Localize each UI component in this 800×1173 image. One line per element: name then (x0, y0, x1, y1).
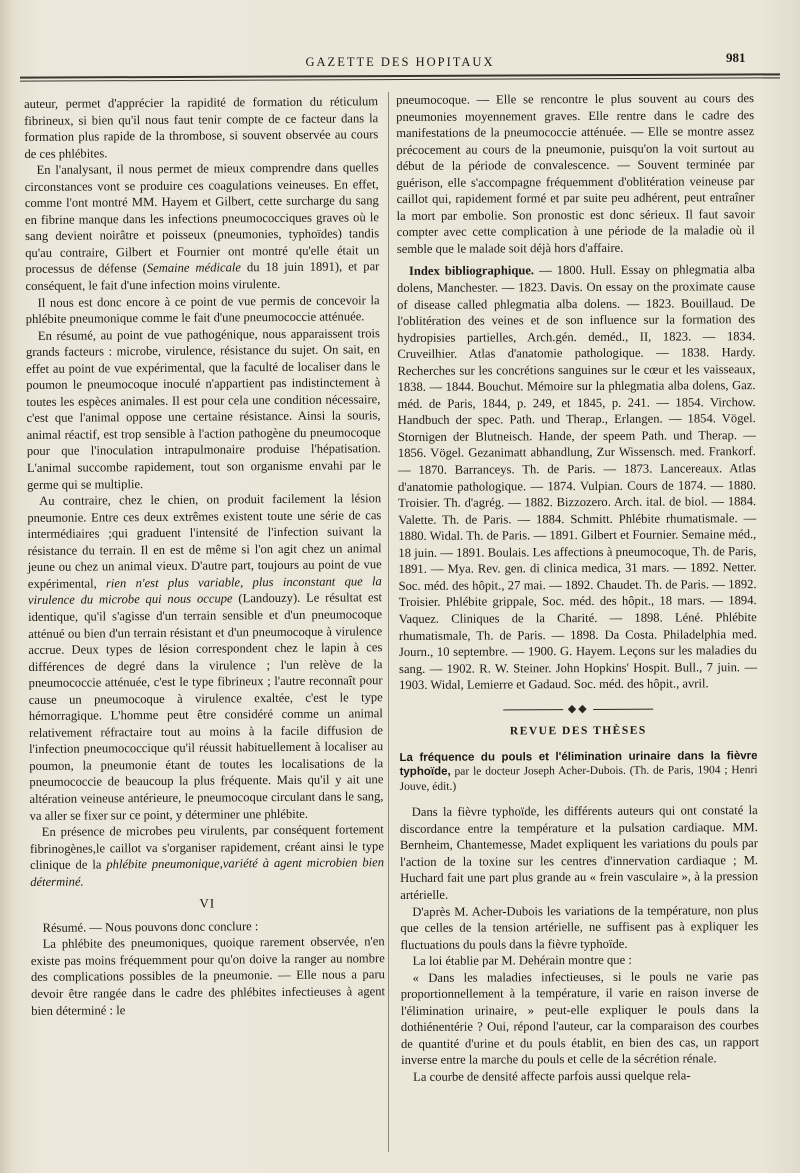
paragraph: « Dans les maladies infectieuses, si le pouls ne varie pas proportionnellement à la température, il varie en raison inverse de l'élimination urinaire, » peut-elle expliquer le pouls dans la dothiénentérie ? Oui, répond l'auteur, car la comparaison des courbes de quantité d'urine et du pouls établit, en bien des cas, un rapport inverse entre la marche du pouls et celle de la sécrétion rénale. (400, 968, 760, 1068)
paragraph: En résumé, au point de vue pathogénique, nous apparaissent trois grands facteurs : microbe, virulence, résistance du sujet. On sait, en effet au point de vue expérimental, que la faculté de localiser dans le poumon le pneumocoque inoculé n'appartient pas indistinctement à toutes les espèces animales. Il est pour cela une condition nécessaire, c'est que l'animal oppose une certaine résistance. Ainsi la souris, animal réactif, est trop sensible à l'action pathogène du pneumocoque pour que l'inoculation intrapulmonaire produise l'hépatisation. L'animal succombe rapidement, tout son organisme envahi par le germe qui se multiplie. (25, 325, 381, 492)
ornament-divider: ◆◆ (399, 700, 757, 718)
column-divider (388, 92, 389, 1152)
paragraph: Résumé. — Nous pouvons donc conclure : (42, 918, 259, 935)
paragraph: La phlébite des pneumoniques, quoique rarement observée, n'en existe pas moins fréquemment pour qu'on doive la ranger au nombre des complications possibles de la pneumonie. — Elle nous a paru devoir être rangée dans le cadre des phlébites infectieuses à agent bien déterminé : le (30, 934, 386, 1018)
paragraph: pneumocoque. — Elle se rencontre le plus souvent au cours des pneumonies moyennement graves. Elle rentre dans le cadre des manifestations de la pneumococcie atténuée. — Elle se montre assez précocement au cours de la pneumonie, puisqu'on la voit surtout au début de la période de convalescence. — Souvent terminée par guérison, elle s'accompagne fréquemment d'oblitération veineuse par caillot qui, rapidement formé et par suite peu adhérent, peut entraîner la mort par embolie. Son pronostic est donc sérieux. Il faut savoir compter avec cette complication à une période de la maladie où il semble que le malade soit déjà hors d'affaire. (396, 91, 755, 256)
bibliography-label: Index bibliographique. (408, 263, 535, 279)
running-title: GAZETTE DES HOPITAUX (305, 55, 495, 69)
review-section-title: REVUE DES THÈSES (509, 724, 647, 738)
paragraph: En présence de microbes peu virulents, par conséquent fortement fibrinogènes,le caillot va s'organiser rapidement, créant ainsi le type clinique de la phlébite pneumonique,variété à agent microbien bien déterminé. (29, 822, 385, 889)
paragraph: Il nous est donc encore à ce point de vue permis de concevoir la phlébite pneumonique comme le fait d'une pneumococcie atténuée. (25, 292, 380, 327)
right-column (396, 90, 759, 1085)
paragraph: Au contraire, chez le chien, on produit facilement la lésion pneumonie. Entre ces deux extrêmes existent toute une série de cas intermédiaires ;qui graduent l'intensité de l'infection suivant la résistance du terrain. Il en est de même si l'on agit chez un animal jeune ou chez un animal vieux. D'autre part, toujours au point de vue expérimental, rien n'est plus variable, plus inconstant que la virulence du microbe qui nous occupe (Landouzy). Le résultat est identique, qu'il s'agisse d'un terrain sensible et d'un pneumocoque atténué ou bien d'un terrain résistant et d'un pneumocoque à virulence accrue. Deux types de lésion correspondent chez le lapin à ces différences de degré dans la virulence ; l'un relève de la pneumococcie atténuée, c'est le type fibrineux ; l'autre reconnaît pour cause un pneumocoque à virulence exaltée, c'est le type hémorragique. L'homme peut être considéré comme un animal relativement réfractaire tout au moins à la facile diffusion de l'infection pneumococcique qu'il réussit habituellement à localiser au poumon, la pneumonie étant de toutes les localisations de la pneumococcie de beaucoup la plus fréquente. Mais qu'il y ait une altération veineuse antérieure, le pneumocoque circulant dans le sang, va aller se fixer sur ce point, y déterminer une phlébite. (27, 491, 384, 823)
paragraph: La courbe de densité affecte parfois aussi quelque rela- (413, 1068, 691, 1084)
paragraph: D'après M. Acher-Dubois les variations de la température, non plus que celles de la tension artérielle, ne suffisent pas à expliquer les fluctuations du pouls dans la fièvre typhoïde. (400, 902, 759, 952)
paragraph: auteur, permet d'apprécier la rapidité de formation du réticulum fibrineux, si bien qu'il nous faut tenir compte de ce facteur dans la formation plus rapide de la thrombose, si souvent observée au cours de ces phlébites. (24, 94, 379, 161)
review-article-heading: La fréquence du pouls et l'élimination urinaire dans la fièvre typhoïde, par le docteur Joseph Acher-Dubois. (Th. de Paris, 1904 ; Henri Jouve, édit.) (399, 749, 758, 793)
paragraph: La loi établie par M. Dehérain montre que : (412, 952, 632, 969)
left-column (24, 93, 385, 1019)
paragraph: En l'analysant, il nous permet de mieux comprendre dans quelles circonstances vont se produire ces coagulations veineuses. En effet, comme l'ont montré MM. Hayem et Gilbert, cette surcharge du sang en fibrine manque dans les infections pneumococciques graves où le sang devient noirâtre et poisseux (pneumonies, typhoïdes) tandis qu'au contraire, Gilbert et Fournier ont montré qu'elle était un processus de défense (Semaine médicale du 18 juin 1891), et par conséquent, le fait d'une infection moins virulente. (24, 160, 380, 294)
section-heading: VI (199, 895, 216, 911)
paragraph: Dans la fièvre typhoïde, les différents auteurs qui ont constaté la discordance entre la température et la pulsation cardiaque. MM. Bernheim, Chantemesse, Madet expliquent les variations du pouls par l'action de la toxine sur les centres d'innervation cardiaque ; M. Huchard fait une part plus grande au « frein vasculaire », à la pression artérielle. (399, 803, 759, 903)
page-number: 981 (726, 50, 746, 65)
bibliography: Index bibliographique. — 1800. Hull. Essay on phlegmatia alba dolens, Manchester. — 1823. Davis. On essay on the proximate cause of disease called phlegmatia alba dolens. — 1823. Bouillaud. De l'oblitération des veines et de son influence sur la formation des hydropisies partielles, Arch.gén. deméd., II, 1823. — 1834. Cruveilhier. Atlas d'anatomie pathologique. — 1838. Hardy. Recherches sur les concrétions sanguines sur le cœur et les vaisseaux, 1838. — 1844. Bouchut. Mémoire sur la phlegmatia alba dolens, Gaz. méd. de Paris, 1844, p. 249, et 1845, p. 241. — 1854. Virchow. Handbuch der spec. Path. und Therap., Erlangen. — 1854. Vögel. Stornigen der Blutneisch. Hande, der speem Path. und Therap. — 1856. Vögel. Gezanimatt abhandlung, Zur Wissensch. med. Frankorf. — 1870. Barranceys. Th. de Paris. — 1873. Lancereaux. Atlas d'anatomie pathologique. — 1874. Vulpian. Cours de 1874. — 1880. Troisier. Th. d'agrég. — 1882. Bizzozero. Arch. ital. de biol. — 1884. Valette. Th. de Paris. — 1884. Schmitt. Phlébite rhumatismale. — 1880. Widal. Th. de Paris. — 1891. Gilbert et Fournier. Semaine méd., 18 juin. — 1891. Boulais. Les affections à pneumocoque, Th. de Paris, 1891. — Mya. Rev. gen. di clinica medica, 31 mars. — 1892. Netter. Soc. méd. des hôpit., 27 mai. — 1892. Chaudet. Th. de Paris. — 1892. Troisier. Phlébite grippale, Soc. méd. des hôpit., 18 mars. — 1894. Vaquez. Cliniques de la Charité. — 1898. Léné. Phlébite rhumatismale, Th. de Paris. — 1898. Da Costa. Philadelphia med. Journ., 10 septembre. — 1900. G. Hayem. Leçons sur les maladies du sang. — 1902. R. W. Steiner. John Hopkins' Hospit. Bull., 7 juin. — 1903. Widal, Lemierre et Gadaud. Soc. méd. des hôpit., avril. (396, 262, 758, 693)
